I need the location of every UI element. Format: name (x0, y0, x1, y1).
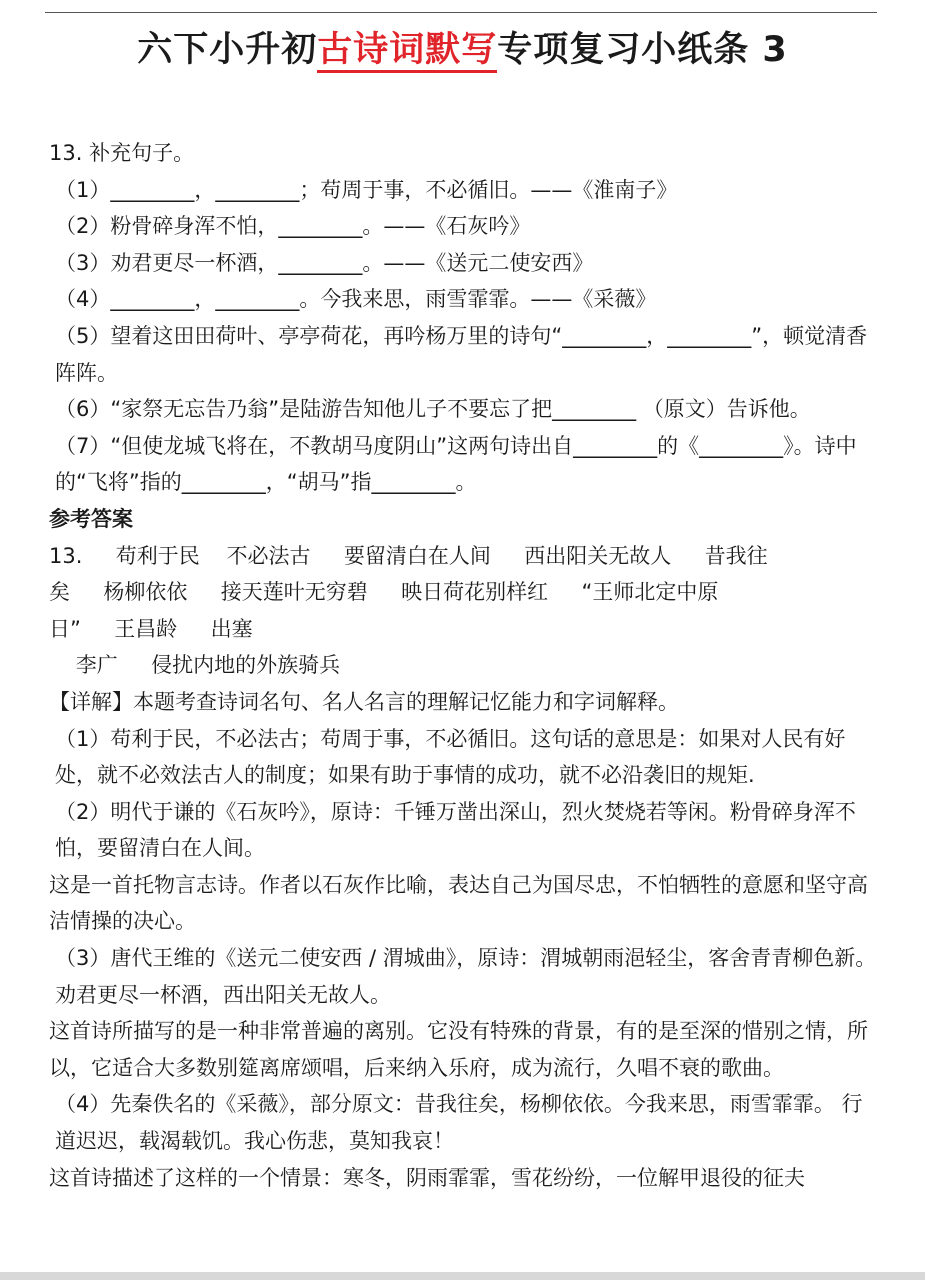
explanation-intro: 【详解】本题考查诗词名句、名人名言的理解记忆能力和字词解释。 (49, 689, 679, 714)
page-title (0, 22, 925, 72)
question-item-5: （5）望着这田田荷叶、亭亭荷花，再吟杨万里的诗句“________，________”，顿觉清香阵阵。 (55, 323, 868, 385)
explanation-paragraph: （4）先秦佚名的《采薇》，部分原文：昔我往矣，杨柳依依。今我来思，雨雪霏霏。 行道迟迟，载渴载饥。我心伤悲，莫知我哀！ (55, 1092, 863, 1154)
explanation-paragraph: 这是一首托物言志诗。作者以石灰作比喻，表达自己为国尽忠，不怕牺牲的意愿和坚守高洁情操的决心。 (49, 872, 868, 934)
question-item-7: （7）“但使龙城飞将在，不教胡马度阴山”这两句诗出自________的《________》。诗中的“飞将”指的________，“胡马”指________。 (55, 433, 857, 495)
question-item-6: （6）“家祭无忘告乃翁”是陆游告知他儿子不要忘了把________ （原文）告诉他。 (55, 397, 811, 422)
top-rule (45, 12, 877, 13)
explanation-paragraph: （3）唐代王维的《送元二使安西 / 渭城曲》，原诗：渭城朝雨浥轻尘，客舍青青柳色新。劝君更尽一杯酒，西出阳关无故人。 (55, 946, 877, 1007)
question-item-3: （3）劝君更尽一杯酒，________。——《送元二使安西》 (55, 250, 594, 275)
explanation-paragraph: 这首诗所描写的是一种非常普遍的离别。它没有特殊的背景，有的是至深的惜别之情，所以，它适合大多数别筵离席颂唱，后来纳入乐府，成为流行，久唱不衰的歌曲。 (49, 1019, 868, 1080)
question-heading: 13. 补充句子。 (49, 141, 195, 165)
answers-heading: 参考答案 (49, 506, 133, 531)
explanation-paragraph: （1）苟利于民，不必法古；苟周于事，不必循旧。这句话的意思是：如果对人民有好处，就不必效法古人的制度；如果有助于事情的成功，就不必沿袭旧的规矩. (55, 726, 846, 788)
answer-line-1: 13. 苟利于民 不必法古 要留清白在人间 西出阳关无故人 昔我往 (49, 543, 768, 568)
title-prefix: 六下小升初 (137, 30, 318, 70)
answer-line-2: 矣 杨柳依依 接天莲叶无穷碧 映日荷花别样红 “王师北定中原 (49, 580, 719, 605)
document-body (49, 135, 881, 1196)
title-highlight: 古诗词默写 (317, 30, 497, 73)
answer-line-3: 日” 王昌龄 出塞 (49, 616, 253, 641)
question-item-1: （1）________，________；苟周于事，不必循旧。——《淮南子》 (55, 177, 678, 202)
answer-line-4: 李广 侵扰内地的外族骑兵 (49, 653, 341, 678)
title-suffix: 专项复习小纸条 3 (497, 30, 788, 70)
bottom-bar (0, 1272, 925, 1280)
question-item-2: （2）粉骨碎身浑不怕，________。——《石灰吟》 (55, 214, 531, 239)
explanation-paragraph: 这首诗描述了这样的一个情景：寒冬，阴雨霏霏，雪花纷纷，一位解甲退役的征夫 (49, 1165, 805, 1190)
explanation-paragraph: （2）明代于谦的《石灰吟》，原诗：千锤万凿出深山，烈火焚烧若等闲。粉骨碎身浑不怕，要留清白在人间。 (55, 799, 856, 861)
question-item-4: （4）________，________。今我来思，雨雪霏霏。——《采薇》 (55, 287, 657, 312)
